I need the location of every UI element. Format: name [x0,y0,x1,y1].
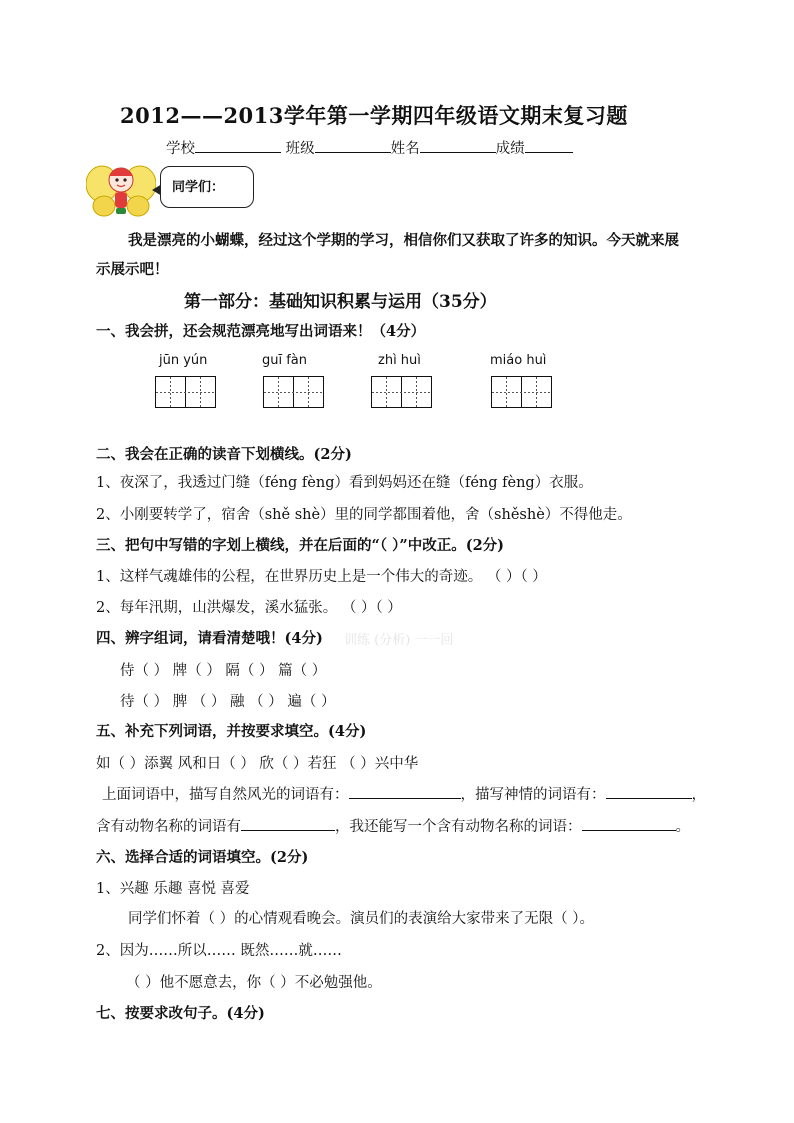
q1-pinyin-1: jūn yún [159,353,208,368]
q4-row-2: 待（ ） 脾 （ ） 融 （ ） 遍（ ） [120,694,336,710]
q5-line-2-text-b: ，描写神情的词语有： [460,787,606,803]
q5-blank-animal-extra[interactable] [582,816,676,831]
q5-line-2 [102,783,706,804]
q6-line-4: （ ）他不愿意去，你（ ）不必勉强他。 [126,975,382,991]
q6-line-2: 同学们怀着（ ）的心情观看晚会。演员们的表演给大家带来了无限（ ）。 [128,911,594,927]
q5-line-3-text-b: ，我还能写一个含有动物名称的词语： [335,819,582,835]
name-field[interactable] [420,138,496,153]
q3-heading: 三、把句中写错的字划上横线，并在后面的“（ ）”中改正。(2分) [96,537,505,554]
q1-pinyin-2: guī fàn [262,353,308,368]
student-info-row [166,137,573,158]
q1-pinyin-4: miáo huì [490,353,547,368]
school-field[interactable] [195,138,281,153]
q2-line-1: 1、夜深了，我透过门缝（féng fèng）看到妈妈还在缝（féng fèng）衣服。 [96,475,593,491]
intro-line-2: 示展示吧！ [96,261,169,278]
q5-line-3 [96,815,690,836]
bubble-greeting: 同学们： [172,180,225,195]
q5-heading: 五、补充下列词语，并按要求填空。(4分) [96,723,367,740]
page-title: 2012——2013学年第一学期四年级语文期末复习题 [120,103,628,128]
intro-line-1: 我是漂亮的小蝴蝶，经过这个学期的学习，相信你们又获取了许多的知识。今天就来展 [128,232,679,249]
part-one-heading: 第一部分：基础知识积累与运用（35分） [184,292,497,312]
q6-line-1: 1、兴趣 乐趣 喜悦 喜爱 [96,881,250,897]
q2-line-2: 2、小刚要转学了，宿舍（shě shè）里的同学都围着他，舍（shěshè）不得他走。 [96,507,632,523]
q4-row-1: 侍（ ） 牌（ ） 隔（ ） 篇（ ） [120,663,327,679]
class-label: 班级 [285,141,315,157]
q1-writing-box-3[interactable] [371,376,433,409]
q6-heading: 六、选择合适的词语填空。(2分) [96,849,309,866]
q5-blank-animal-words[interactable] [241,816,335,831]
q5-blank-expression[interactable] [606,784,692,799]
class-field[interactable] [315,138,391,153]
school-label: 学校 [166,141,195,157]
q5-blank-scenery[interactable] [349,784,461,799]
q5-line-3-text-c: 。 [675,819,690,835]
q4-heading: 四、辨字组词，请看清楚哦！(4分) [96,630,323,647]
q1-pinyin-3: zhì huì [378,353,421,368]
q2-heading: 二、我会在正确的读音下划横线。(2分) [96,446,352,463]
q3-line-2: 2、每年汛期，山洪爆发，溪水猛张。 （ ）（ ） [96,600,402,616]
q7-heading: 七、按要求改句子。(4分) [96,1005,265,1022]
q5-line-2-text-c: ， [691,787,706,803]
q1-heading: 一、我会拼，还会规范漂亮地写出词语来！（4分） [96,323,426,340]
q5-line-1: 如（ ）添翼 风和日（ ） 欣（ ）若狂 （ ）兴中华 [96,756,419,772]
score-label: 成绩 [495,141,525,157]
q1-writing-box-1[interactable] [155,376,217,409]
q6-line-3: 2、因为……所以…… 既然……就…… [96,943,342,959]
faint-watermark-text: 训练 (分析) 一一回 [344,633,454,648]
q1-writing-box-2[interactable] [263,376,325,409]
name-label: 姓名 [390,141,420,157]
butterfly-mascot-icon [86,158,156,222]
score-field[interactable] [525,138,573,153]
q1-writing-box-4[interactable] [491,376,553,409]
q5-line-2-text-a: 上面词语中，描写自然风光的词语有： [102,787,349,803]
q5-line-3-text-a: 含有动物名称的词语有 [96,819,241,835]
q3-line-1: 1、这样气魂雄伟的公程，在世界历史上是一个伟大的奇迹。 （ ）（ ） [96,569,547,585]
